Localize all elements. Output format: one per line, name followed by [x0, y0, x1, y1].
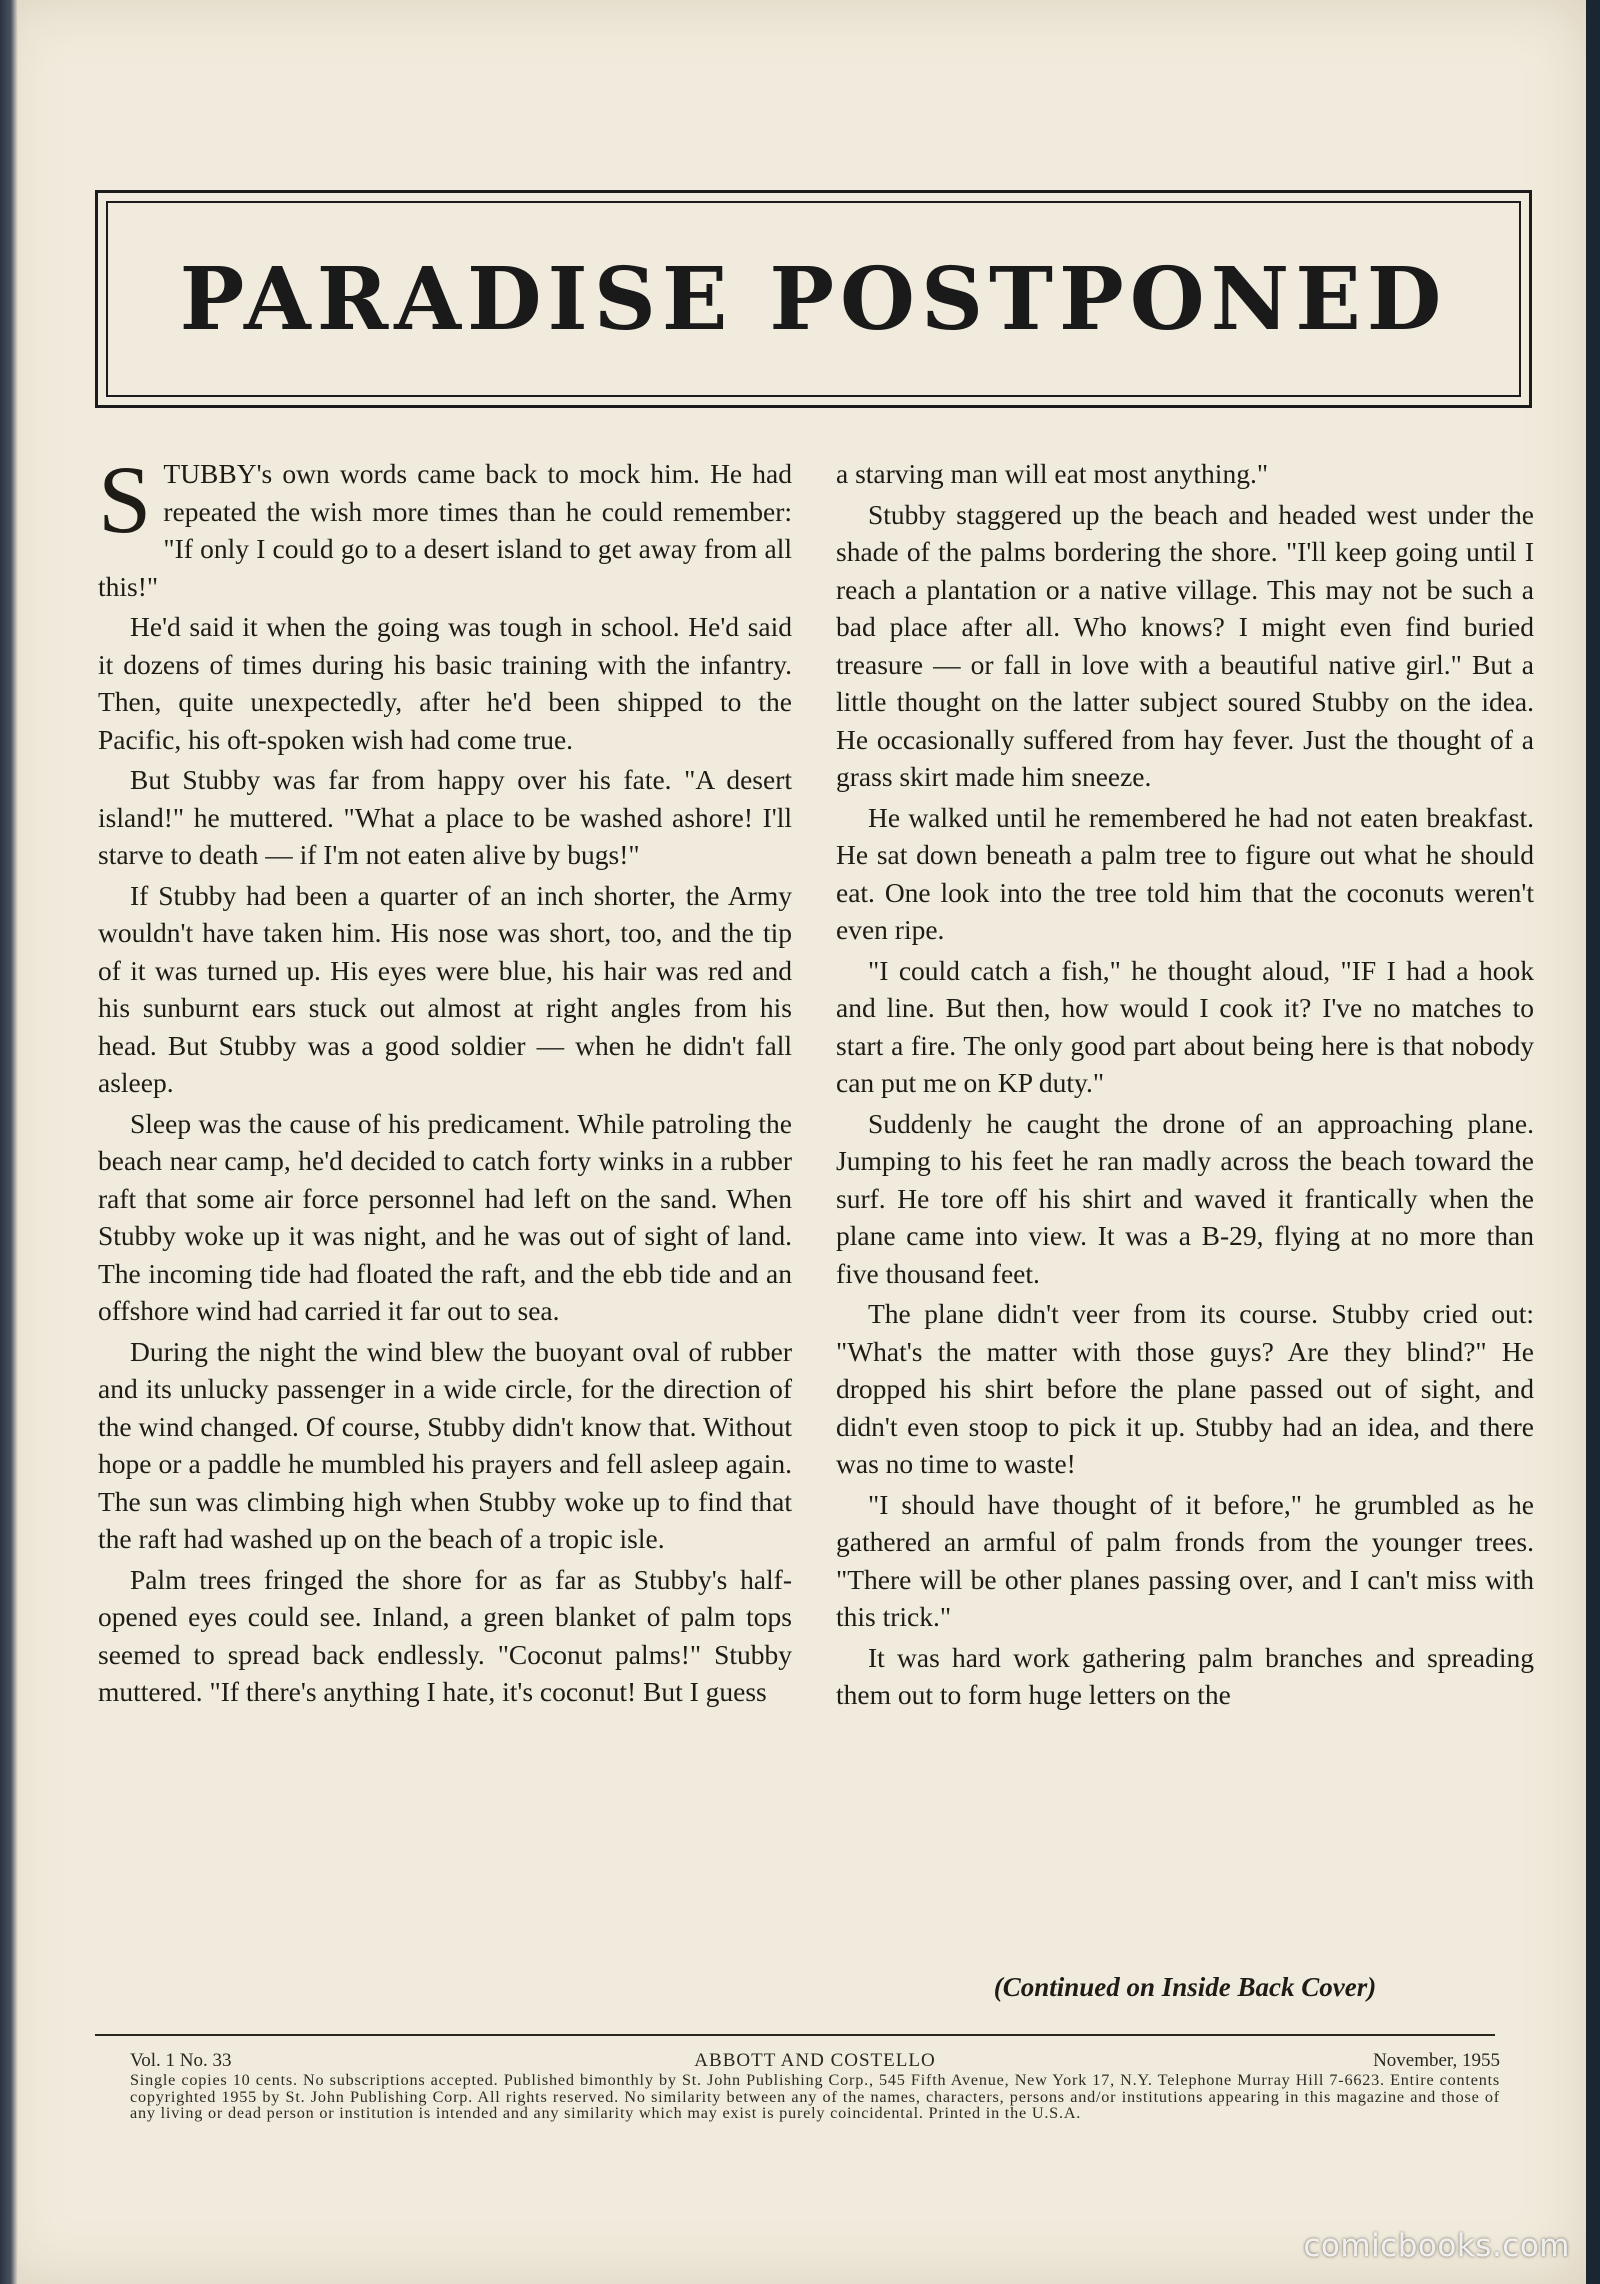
paragraph: He'd said it when the going was tough in school. He'd said it dozens of times during his basic training with the infantry. Then, quite unexpectedly, after he'd been shipped to the Pacific, his oft-spoken wish had come true.	[98, 611, 792, 755]
paragraph	[98, 446, 792, 605]
title-box	[95, 190, 1532, 408]
page-spine	[0, 0, 18, 2284]
paragraph: The plane didn't veer from its course. Stubby cried out: "What's the matter with those guys? Are they blind?" He dropped his shirt before the plane passed out of sight, and didn't even stoop to pick it up. Stubby had an idea, and there was no time to waste!	[836, 1298, 1534, 1479]
story-title: PARADISE POSTPONED	[179, 248, 1448, 350]
paragraph: He walked until he remembered he had not eaten breakfast. He sat down beneath a palm tree to figure out what he should eat. One look into the tree told him that the coconuts weren't even ripe.	[836, 801, 1534, 945]
continued-note: (Continued on Inside Back Cover)	[993, 1972, 1377, 2002]
title-box-inner	[106, 201, 1521, 397]
paragraph: "I should have thought of it before," he grumbled as he gathered an armful of palm fronds from the younger trees. "There will be other planes passing over, and I can't miss with this trick."	[836, 1488, 1534, 1632]
publication-fine-print: Single copies 10 cents. No subscriptions accepted. Published bimonthly by St. John Publishing Corp., 545 Fifth Avenue, New York 17, N.Y. Telephone Murray Hill 7-6623. Entire contents copyrighted 1955 by St. John Publishing Corp. All rights reserved. No similarity between any of the names, characters, persons and/or institutions appearing in this magazine and those of any living or dead person or institution is intended and any similarity which may exist is purely coincidental. Printed in the U.S.A.	[130, 2071, 1500, 2122]
magazine-name: ABBOTT AND COSTELLO	[694, 2050, 936, 2071]
paragraph: "I could catch a fish," he thought aloud, "IF I had a hook and line. But then, how would I cook it? I've no matches to start a fire. The only good part about being here is that nobody can put me on KP duty."	[836, 954, 1534, 1098]
paragraph: But Stubby was far from happy over his fate. "A desert island!" he muttered. "What a place to be washed ashore! I'll starve to death — if I'm not eaten alive by bugs!"	[98, 764, 792, 870]
drop-cap: S	[98, 446, 152, 553]
left-column	[98, 446, 792, 1714]
paragraph: During the night the wind blew the buoyant oval of rubber and its unlucky passenger in a wide circle, for the direction of the wind changed. Of course, Stubby didn't know that. Without hope or a paddle he mumbled his prayers and fell asleep again. The sun was climbing high when Stubby woke up to find that the raft had washed up on the beach of a tropic isle.	[98, 1335, 792, 1554]
scan-background-edge	[1586, 0, 1600, 2284]
footer-rule	[95, 2034, 1495, 2036]
right-column	[836, 455, 1534, 1717]
paragraph: a starving man will eat most anything."	[836, 458, 1269, 489]
issue-date: November, 1955	[1373, 2050, 1500, 2071]
paragraph: It was hard work gathering palm branches and spreading them out to form huge letters on the	[836, 1641, 1534, 1710]
paragraph-text: TUBBY's own words came back to mock him. He had repeated the wish more times than he could remember: "If only I could go to a desert island to get away from all this!"	[98, 458, 792, 602]
paragraph: Stubby staggered up the beach and headed west under the shade of the palms bordering the shore. "I'll keep going until I reach a plantation or a native village. This may not be such a bad place after all. Who knows? I might even find buried treasure — or fall in love with a beautiful native girl." But a little thought on the latter subject soured Stubby on the idea. He occasionally suffered from hay fever. Just the thought of a grass skirt made him sneeze.	[836, 498, 1534, 792]
paragraph: If Stubby had been a quarter of an inch shorter, the Army wouldn't have taken him. His nose was short, too, and the tip of it was turned up. His eyes were blue, his hair was red and his sunburnt ears stuck out almost at right angles from his head. But Stubby was a good soldier — when he didn't fall asleep.	[98, 879, 792, 1098]
paragraph: Suddenly he caught the drone of an approaching plane. Jumping to his feet he ran madly across the beach toward the surf. He tore off his shirt and waved it frantically when the plane came into view. It was a B-29, flying at no more than five thousand feet.	[836, 1107, 1534, 1289]
volume-number: Vol. 1 No. 33	[130, 2050, 232, 2071]
paragraph: Palm trees fringed the shore for as far as Stubby's half-opened eyes could see. Inland, a green blanket of palm tops seemed to spread back endlessly. "Coconut palms!" Stubby muttered. "If there's anything I hate, it's coconut! But I guess	[98, 1563, 792, 1707]
watermark: comicbooks.com	[1303, 2228, 1570, 2264]
paragraph: Sleep was the cause of his predicament. While patroling the beach near camp, he'd decided to catch forty winks in a rubber raft that some air force personnel had left on the sand. When Stubby woke up it was night, and he was out of sight of land. The incoming tide had floated the raft, and the ebb tide and an offshore wind had carried it far out to sea.	[98, 1107, 792, 1326]
